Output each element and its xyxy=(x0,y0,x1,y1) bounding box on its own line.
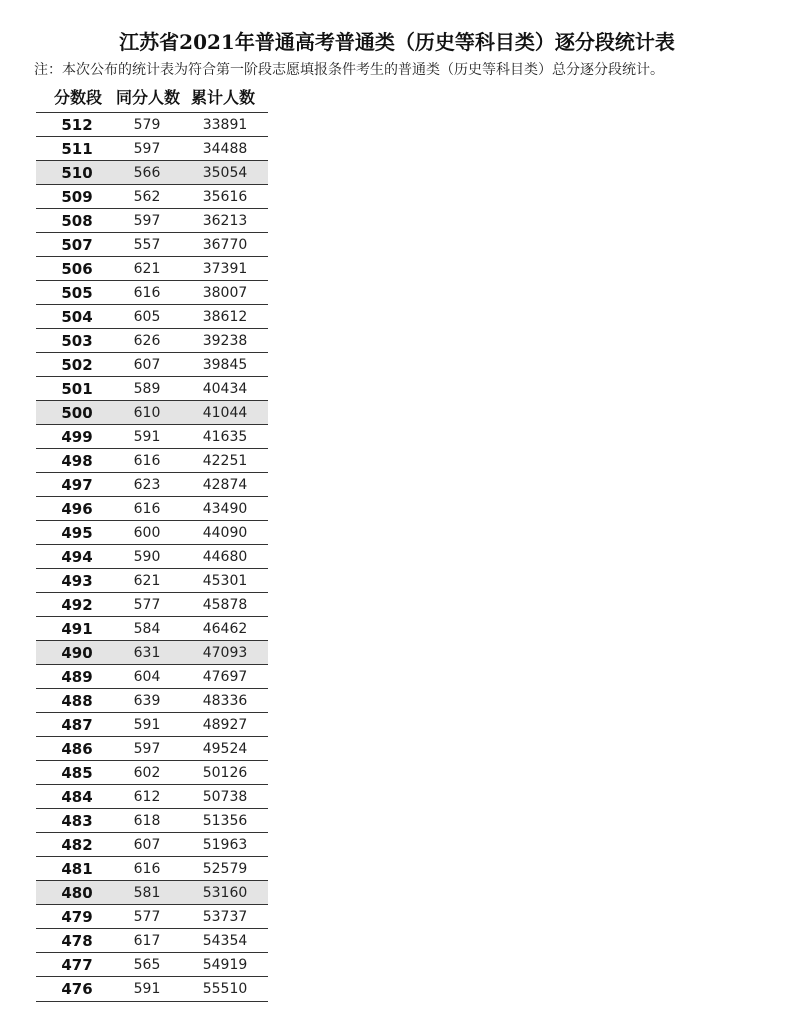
table-row xyxy=(36,736,268,760)
header-same-count: 同分人数 xyxy=(116,88,181,107)
same-count-cell: 616 xyxy=(133,861,161,877)
score-cell: 491 xyxy=(61,620,93,638)
cumulative-count-cell: 52579 xyxy=(202,861,248,877)
table-row xyxy=(36,712,268,736)
cumulative-count-cell: 53160 xyxy=(202,885,248,901)
table-row xyxy=(36,400,268,424)
score-cell: 496 xyxy=(61,500,93,518)
score-cell: 476 xyxy=(61,980,93,998)
table-row xyxy=(36,832,268,856)
table-row xyxy=(36,424,268,448)
score-cell: 494 xyxy=(61,548,93,566)
cumulative-count-cell: 50738 xyxy=(202,789,248,805)
cumulative-count-cell: 36213 xyxy=(202,213,248,229)
same-count-cell: 562 xyxy=(133,189,161,205)
cumulative-count-cell: 39238 xyxy=(202,333,248,349)
same-count-cell: 631 xyxy=(133,645,161,661)
table-row xyxy=(36,472,268,496)
cumulative-count-cell: 38612 xyxy=(202,309,248,325)
table-row xyxy=(36,304,268,328)
score-cell: 501 xyxy=(61,380,93,398)
same-count-cell: 604 xyxy=(133,669,161,685)
score-cell: 493 xyxy=(61,572,93,590)
same-count-cell: 623 xyxy=(133,477,161,493)
score-cell: 506 xyxy=(61,260,93,278)
cumulative-count-cell: 47697 xyxy=(202,669,248,685)
header-cumulative-count: 累计人数 xyxy=(191,88,256,107)
same-count-cell: 584 xyxy=(133,621,161,637)
same-count-cell: 565 xyxy=(133,957,161,973)
cumulative-count-cell: 33891 xyxy=(202,117,248,133)
score-cell: 486 xyxy=(61,740,93,758)
cumulative-count-cell: 46462 xyxy=(202,621,248,637)
cumulative-count-cell: 40434 xyxy=(202,381,248,397)
same-count-cell: 621 xyxy=(133,573,161,589)
table-row xyxy=(36,664,268,688)
score-cell: 479 xyxy=(61,908,93,926)
same-count-cell: 626 xyxy=(133,333,161,349)
table-row xyxy=(36,952,268,976)
same-count-cell: 602 xyxy=(133,765,161,781)
table-note: 注：本次公布的统计表为符合第一阶段志愿填报条件考生的普通类（历史等科目类）总分逐分段统计。 xyxy=(34,62,664,78)
table-row xyxy=(36,928,268,952)
cumulative-count-cell: 54354 xyxy=(202,933,248,949)
same-count-cell: 607 xyxy=(133,357,161,373)
score-cell: 510 xyxy=(61,164,93,182)
score-cell: 485 xyxy=(61,764,93,782)
table-row xyxy=(36,904,268,928)
score-cell: 483 xyxy=(61,812,93,830)
table-row xyxy=(36,328,268,352)
cumulative-count-cell: 49524 xyxy=(202,741,248,757)
table-body xyxy=(36,112,268,1002)
table-row xyxy=(36,520,268,544)
score-cell: 484 xyxy=(61,788,93,806)
same-count-cell: 591 xyxy=(133,429,161,445)
table-row xyxy=(36,760,268,784)
same-count-cell: 617 xyxy=(133,933,161,949)
same-count-cell: 618 xyxy=(133,813,161,829)
table-row xyxy=(36,688,268,712)
score-cell: 500 xyxy=(61,404,93,422)
score-cell: 507 xyxy=(61,236,93,254)
same-count-cell: 579 xyxy=(133,117,161,133)
table-row xyxy=(36,160,268,184)
table-row xyxy=(36,640,268,664)
cumulative-count-cell: 51963 xyxy=(202,837,248,853)
cumulative-count-cell: 45301 xyxy=(202,573,248,589)
same-count-cell: 639 xyxy=(133,693,161,709)
table-row xyxy=(36,592,268,616)
same-count-cell: 581 xyxy=(133,885,161,901)
same-count-cell: 612 xyxy=(133,789,161,805)
cumulative-count-cell: 44090 xyxy=(202,525,248,541)
table-row xyxy=(36,784,268,808)
score-cell: 478 xyxy=(61,932,93,950)
table-row xyxy=(36,208,268,232)
header-score: 分数段 xyxy=(54,88,103,107)
cumulative-count-cell: 55510 xyxy=(202,981,248,997)
table-row xyxy=(36,976,268,1002)
cumulative-count-cell: 42874 xyxy=(202,477,248,493)
table-row xyxy=(36,280,268,304)
cumulative-count-cell: 35616 xyxy=(202,189,248,205)
cumulative-count-cell: 37391 xyxy=(202,261,248,277)
score-cell: 508 xyxy=(61,212,93,230)
cumulative-count-cell: 53737 xyxy=(202,909,248,925)
score-cell: 497 xyxy=(61,476,93,494)
score-cell: 504 xyxy=(61,308,93,326)
same-count-cell: 597 xyxy=(133,741,161,757)
score-cell: 503 xyxy=(61,332,93,350)
cumulative-count-cell: 50126 xyxy=(202,765,248,781)
table-row xyxy=(36,352,268,376)
score-cell: 498 xyxy=(61,452,93,470)
score-cell: 509 xyxy=(61,188,93,206)
table-row xyxy=(36,496,268,520)
same-count-cell: 616 xyxy=(133,501,161,517)
cumulative-count-cell: 48336 xyxy=(202,693,248,709)
score-cell: 489 xyxy=(61,668,93,686)
score-cell: 502 xyxy=(61,356,93,374)
cumulative-count-cell: 44680 xyxy=(202,549,248,565)
score-cell: 505 xyxy=(61,284,93,302)
table-header xyxy=(36,86,268,112)
cumulative-count-cell: 45878 xyxy=(202,597,248,613)
same-count-cell: 589 xyxy=(133,381,161,397)
table-row xyxy=(36,376,268,400)
score-cell: 487 xyxy=(61,716,93,734)
same-count-cell: 616 xyxy=(133,285,161,301)
same-count-cell: 597 xyxy=(133,213,161,229)
cumulative-count-cell: 35054 xyxy=(202,165,248,181)
table-row xyxy=(36,448,268,472)
same-count-cell: 577 xyxy=(133,909,161,925)
same-count-cell: 600 xyxy=(133,525,161,541)
same-count-cell: 591 xyxy=(133,717,161,733)
score-cell: 511 xyxy=(61,140,93,158)
score-cell: 492 xyxy=(61,596,93,614)
score-cell: 499 xyxy=(61,428,93,446)
same-count-cell: 591 xyxy=(133,981,161,997)
same-count-cell: 566 xyxy=(133,165,161,181)
same-count-cell: 557 xyxy=(133,237,161,253)
score-cell: 481 xyxy=(61,860,93,878)
cumulative-count-cell: 48927 xyxy=(202,717,248,733)
cumulative-count-cell: 42251 xyxy=(202,453,248,469)
cumulative-count-cell: 47093 xyxy=(202,645,248,661)
table-row xyxy=(36,856,268,880)
table-row xyxy=(36,136,268,160)
table-row xyxy=(36,544,268,568)
table-row xyxy=(36,880,268,904)
table-row xyxy=(36,616,268,640)
score-cell: 482 xyxy=(61,836,93,854)
table-row xyxy=(36,112,268,136)
score-cell: 512 xyxy=(61,116,93,134)
cumulative-count-cell: 41044 xyxy=(202,405,248,421)
same-count-cell: 577 xyxy=(133,597,161,613)
cumulative-count-cell: 51356 xyxy=(202,813,248,829)
score-cell: 490 xyxy=(61,644,93,662)
table-row xyxy=(36,232,268,256)
cumulative-count-cell: 54919 xyxy=(202,957,248,973)
score-cell: 495 xyxy=(61,524,93,542)
same-count-cell: 590 xyxy=(133,549,161,565)
same-count-cell: 607 xyxy=(133,837,161,853)
score-cell: 488 xyxy=(61,692,93,710)
cumulative-count-cell: 39845 xyxy=(202,357,248,373)
same-count-cell: 616 xyxy=(133,453,161,469)
score-cell: 477 xyxy=(61,956,93,974)
table-row xyxy=(36,256,268,280)
cumulative-count-cell: 38007 xyxy=(202,285,248,301)
cumulative-count-cell: 36770 xyxy=(202,237,248,253)
same-count-cell: 610 xyxy=(133,405,161,421)
same-count-cell: 605 xyxy=(133,309,161,325)
cumulative-count-cell: 43490 xyxy=(202,501,248,517)
table-row xyxy=(36,808,268,832)
same-count-cell: 597 xyxy=(133,141,161,157)
page-title: 江苏省2021年普通高考普通类（历史等科目类）逐分段统计表 xyxy=(119,30,675,54)
score-cell: 480 xyxy=(61,884,93,902)
cumulative-count-cell: 34488 xyxy=(202,141,248,157)
cumulative-count-cell: 41635 xyxy=(202,429,248,445)
table-row xyxy=(36,184,268,208)
same-count-cell: 621 xyxy=(133,261,161,277)
table-row xyxy=(36,568,268,592)
